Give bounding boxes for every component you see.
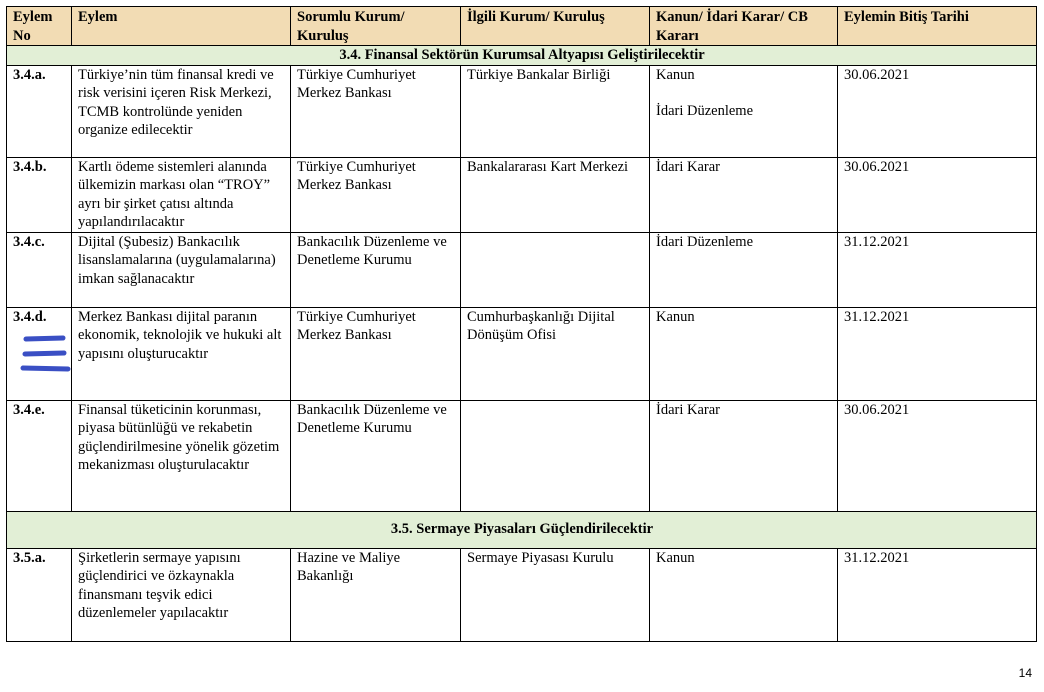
cell-eylem-no: 3.4.c. xyxy=(7,232,72,307)
cell-sorumlu: Türkiye Cumhuriyet Merkez Bankası xyxy=(291,157,461,232)
cell-sorumlu: Türkiye Cumhuriyet Merkez Bankası xyxy=(291,65,461,157)
cell-ilgili: Cumhurbaşkanlığı Dijital Dönüşüm Ofisi xyxy=(461,307,650,400)
header-row xyxy=(7,7,1037,46)
cell-kanun-secondary: İdari Düzenleme xyxy=(656,103,754,119)
section-title: 3.5. Sermaye Piyasaları Güçlendirilecektir xyxy=(7,511,1037,548)
cell-ilgili: Sermaye Piyasası Kurulu xyxy=(461,548,650,641)
cell-kanun xyxy=(650,65,838,157)
cell-kanun-primary: Kanun xyxy=(656,66,695,83)
cell-bitis: 30.06.2021 xyxy=(838,65,1037,157)
section-row xyxy=(7,46,1037,66)
cell-bitis: 31.12.2021 xyxy=(838,307,1037,400)
cell-kanun: Kanun xyxy=(650,548,838,641)
cell-kanun: İdari Karar xyxy=(650,157,838,232)
cell-eylem: Şirketlerin sermaye yapısını güçlendirici ve özkaynakla finansmanı teşvik edici düzenlemeler yapılacaktır xyxy=(72,548,291,641)
section-row xyxy=(7,511,1037,548)
table-row xyxy=(7,548,1037,641)
table-row xyxy=(7,232,1037,307)
cell-ilgili: Bankalararası Kart Merkezi xyxy=(461,157,650,232)
table-row xyxy=(7,400,1037,511)
cell-eylem-no: 3.4.b. xyxy=(7,157,72,232)
cell-eylem-no: 3.5.a. xyxy=(7,548,72,641)
cell-eylem: Dijital (Şubesiz) Bankacılık lisanslamalarına (uygulamalarına) imkan sağlanacaktır xyxy=(72,232,291,307)
action-plan-table xyxy=(6,6,1037,642)
cell-eylem-no: 3.4.e. xyxy=(7,400,72,511)
cell-bitis: 31.12.2021 xyxy=(838,548,1037,641)
cell-sorumlu: Türkiye Cumhuriyet Merkez Bankası xyxy=(291,307,461,400)
header-sorumlu: Sorumlu Kurum/ Kuruluş xyxy=(291,7,461,46)
cell-kanun: İdari Düzenleme xyxy=(650,232,838,307)
cell-ilgili xyxy=(461,232,650,307)
cell-eylem: Merkez Bankası dijital paranın ekonomik, teknolojik ve hukuki alt yapısını oluşturucaktır xyxy=(72,307,291,400)
table-row xyxy=(7,307,1037,400)
page-number: 14 xyxy=(1018,666,1032,680)
cell-eylem: Finansal tüketicinin korunması, piyasa bütünlüğü ve rekabetin güçlendirilmesine yönelik gözetim mekanizması oluşturulacaktır xyxy=(72,400,291,511)
cell-ilgili xyxy=(461,400,650,511)
cell-eylem: Kartlı ödeme sistemleri alanında ülkemizin markası olan “TROY” ayrı bir şirket çatısı altında yapılandırılacaktır xyxy=(72,157,291,232)
table-row xyxy=(7,65,1037,157)
cell-bitis: 30.06.2021 xyxy=(838,400,1037,511)
header-eylem-no: Eylem No xyxy=(7,7,72,46)
table-row xyxy=(7,157,1037,232)
cell-kanun: İdari Karar xyxy=(650,400,838,511)
header-kanun: Kanun/ İdari Karar/ CB Kararı xyxy=(650,7,838,46)
cell-bitis: 31.12.2021 xyxy=(838,232,1037,307)
cell-bitis: 30.06.2021 xyxy=(838,157,1037,232)
cell-eylem: Türkiye’nin tüm finansal kredi ve risk verisini içeren Risk Merkezi, TCMB kontrolünde yeniden organize edilecektir xyxy=(72,65,291,157)
cell-sorumlu: Hazine ve Maliye Bakanlığı xyxy=(291,548,461,641)
cell-ilgili: Türkiye Bankalar Birliği xyxy=(461,65,650,157)
header-ilgili: İlgili Kurum/ Kuruluş xyxy=(461,7,650,46)
header-eylem: Eylem xyxy=(72,7,291,46)
section-title: 3.4. Finansal Sektörün Kurumsal Altyapısı Geliştirilecektir xyxy=(7,46,1037,66)
cell-eylem-no: 3.4.d. xyxy=(7,307,72,400)
header-bitis: Eylemin Bitiş Tarihi xyxy=(838,7,1037,46)
cell-sorumlu: Bankacılık Düzenleme ve Denetleme Kurumu xyxy=(291,232,461,307)
cell-eylem-no: 3.4.a. xyxy=(7,65,72,157)
cell-kanun: Kanun xyxy=(650,307,838,400)
cell-sorumlu: Bankacılık Düzenleme ve Denetleme Kurumu xyxy=(291,400,461,511)
